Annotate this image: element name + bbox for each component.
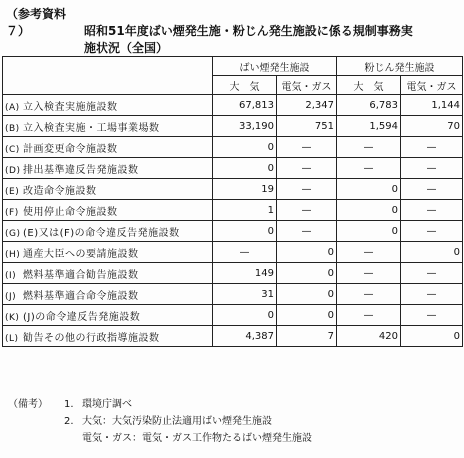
note-number bbox=[64, 430, 82, 447]
note-text: 大気：大気汚染防止法適用ばい煙発生施設 bbox=[82, 416, 272, 427]
table-row bbox=[3, 137, 463, 158]
table-row bbox=[3, 284, 463, 305]
value-cell: — bbox=[277, 137, 337, 158]
row-item-text: 立入検査実施・工場事業場数 bbox=[23, 122, 160, 134]
value-cell: 31 bbox=[213, 284, 277, 305]
row-item-text: 燃料基準適合勧告施設数 bbox=[23, 269, 139, 281]
row-item-text: 通産大臣への要請施設数 bbox=[23, 248, 139, 260]
row-item-text: 計画変更命令施設数 bbox=[23, 143, 118, 155]
row-label: (F) bbox=[5, 207, 19, 218]
row-item-text: 改造命令施設数 bbox=[23, 185, 97, 197]
table-row bbox=[3, 305, 463, 326]
sub-header: 電気・ガス bbox=[401, 76, 463, 95]
value-cell: — bbox=[401, 221, 463, 242]
value-cell: — bbox=[401, 263, 463, 284]
table-row bbox=[3, 200, 463, 221]
row-label: (L) bbox=[5, 333, 19, 344]
row-item bbox=[3, 116, 213, 137]
reference-label: （参考資料７） bbox=[6, 7, 67, 38]
value-cell: — bbox=[337, 284, 401, 305]
value-cell: 2,347 bbox=[277, 95, 337, 116]
value-cell: 0 bbox=[213, 221, 277, 242]
row-label: (G) bbox=[5, 228, 21, 239]
row-label: (K) bbox=[5, 312, 20, 323]
value-cell: 33,190 bbox=[213, 116, 277, 137]
value-cell: 420 bbox=[337, 326, 401, 347]
row-label: (A) bbox=[5, 102, 20, 113]
value-cell: — bbox=[337, 158, 401, 179]
sub-header: 大 気 bbox=[337, 76, 401, 95]
value-cell: 0 bbox=[401, 242, 463, 263]
note-text: 電気・ガス：電気・ガス工作物たるばい煙発生施設 bbox=[82, 433, 312, 444]
row-item-text: (E)又は(F)の命令違反告発施設数 bbox=[23, 227, 180, 239]
corner-header bbox=[3, 57, 213, 95]
value-cell: 19 bbox=[213, 179, 277, 200]
value-cell: — bbox=[401, 305, 463, 326]
value-cell: — bbox=[401, 179, 463, 200]
row-item bbox=[3, 158, 213, 179]
table-row bbox=[3, 326, 463, 347]
row-label: (J) bbox=[5, 291, 17, 302]
value-cell: 0 bbox=[401, 326, 463, 347]
value-cell: — bbox=[213, 242, 277, 263]
notes bbox=[8, 396, 312, 447]
row-item bbox=[3, 326, 213, 347]
value-cell: 0 bbox=[213, 305, 277, 326]
value-cell: 0 bbox=[213, 158, 277, 179]
row-item bbox=[3, 95, 213, 116]
document-title bbox=[6, 6, 458, 57]
row-item-text: 使用停止命令施設数 bbox=[23, 206, 118, 218]
row-item bbox=[3, 221, 213, 242]
note-text: 環境庁調べ bbox=[82, 399, 132, 410]
value-cell: 0 bbox=[337, 221, 401, 242]
value-cell: — bbox=[277, 200, 337, 221]
value-cell: 67,813 bbox=[213, 95, 277, 116]
row-label: (I) bbox=[5, 270, 17, 281]
table-row bbox=[3, 116, 463, 137]
value-cell: 0 bbox=[277, 242, 337, 263]
row-item-text: 勧告その他の行政指導施設数 bbox=[23, 332, 160, 344]
note-number: 1. bbox=[64, 399, 74, 410]
value-cell: — bbox=[337, 137, 401, 158]
value-cell: — bbox=[277, 158, 337, 179]
table-row bbox=[3, 158, 463, 179]
row-item bbox=[3, 284, 213, 305]
title-line-1: 昭和51年度ばい煙発生施・粉じん発生施設に係る規制事務実 bbox=[84, 24, 413, 38]
row-label: (D) bbox=[5, 165, 21, 176]
row-item bbox=[3, 263, 213, 284]
value-cell: 0 bbox=[277, 284, 337, 305]
row-item-text: 排出基準違反告発施設数 bbox=[23, 164, 139, 176]
value-cell: 751 bbox=[277, 116, 337, 137]
value-cell: — bbox=[337, 242, 401, 263]
value-cell: — bbox=[401, 137, 463, 158]
group-header-dust: 粉じん発生施設 bbox=[337, 57, 463, 76]
value-cell: 1,144 bbox=[401, 95, 463, 116]
value-cell: 0 bbox=[277, 263, 337, 284]
value-cell: 4,387 bbox=[213, 326, 277, 347]
sub-header: 大 気 bbox=[213, 76, 277, 95]
table-row bbox=[3, 179, 463, 200]
row-label: (H) bbox=[5, 249, 21, 260]
row-item bbox=[3, 137, 213, 158]
value-cell: 0 bbox=[213, 137, 277, 158]
note-number: 2. bbox=[64, 416, 74, 427]
value-cell: 70 bbox=[401, 116, 463, 137]
table-row bbox=[3, 242, 463, 263]
table-row bbox=[3, 221, 463, 242]
value-cell: — bbox=[401, 158, 463, 179]
row-item-text: 立入検査実施施設数 bbox=[23, 101, 118, 113]
value-cell: 6,783 bbox=[337, 95, 401, 116]
notes-heading: （備考） bbox=[8, 399, 48, 410]
row-label: (E) bbox=[5, 186, 20, 197]
value-cell: — bbox=[277, 179, 337, 200]
title-line-2: 施状況（全国） bbox=[84, 41, 169, 55]
table-row bbox=[3, 263, 463, 284]
row-item bbox=[3, 305, 213, 326]
value-cell: — bbox=[337, 263, 401, 284]
table-row bbox=[3, 95, 463, 116]
value-cell: 0 bbox=[337, 179, 401, 200]
value-cell: — bbox=[277, 221, 337, 242]
value-cell: — bbox=[337, 305, 401, 326]
value-cell: 7 bbox=[277, 326, 337, 347]
row-label: (B) bbox=[5, 123, 20, 134]
sub-header: 電気・ガス bbox=[277, 76, 337, 95]
row-item bbox=[3, 200, 213, 221]
row-label: (C) bbox=[5, 144, 20, 155]
value-cell: 1,594 bbox=[337, 116, 401, 137]
value-cell: — bbox=[401, 200, 463, 221]
value-cell: 149 bbox=[213, 263, 277, 284]
value-cell: 1 bbox=[213, 200, 277, 221]
value-cell: 0 bbox=[277, 305, 337, 326]
row-item-text: 燃料基準適合命令施設数 bbox=[23, 290, 139, 302]
row-item bbox=[3, 242, 213, 263]
regulation-table bbox=[2, 56, 463, 347]
group-header-smoke: ばい煙発生施設 bbox=[213, 57, 337, 76]
value-cell: — bbox=[401, 284, 463, 305]
value-cell: 0 bbox=[337, 200, 401, 221]
row-item bbox=[3, 179, 213, 200]
row-item-text: (J)の命令違反告発施設数 bbox=[23, 311, 141, 323]
